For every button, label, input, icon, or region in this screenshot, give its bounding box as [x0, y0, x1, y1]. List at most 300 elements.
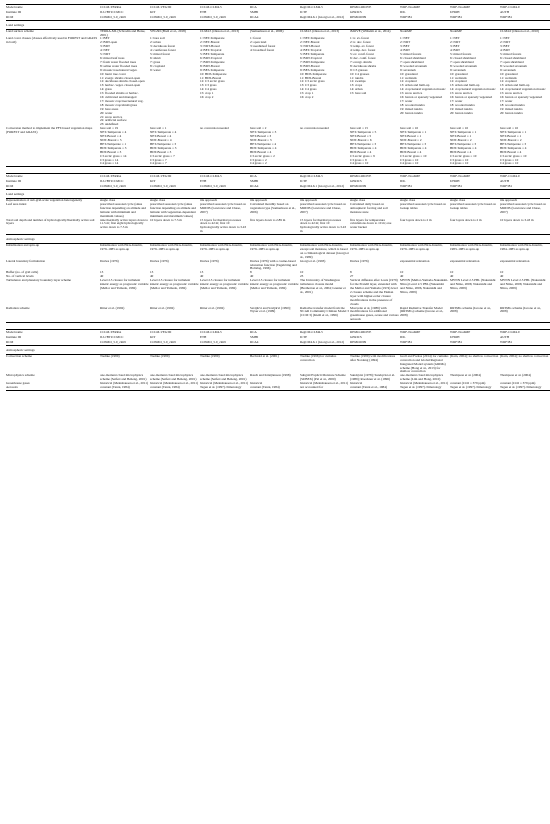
cell-line: 13: urban and built-up: [450, 83, 480, 88]
cell-line: WRF381: [450, 339, 463, 344]
cell-line: COSMO_5.0_clm9: [100, 339, 126, 344]
table-cell: [500, 307, 550, 323]
cell-line: NDT-Boreal = 5: [100, 138, 122, 142]
cell-line: 13: C3 grass: [200, 83, 217, 88]
table-cell: [250, 386, 300, 390]
cell-line: 4: BDT: [450, 48, 460, 53]
cell-line: constant (Tanré, 1984): [250, 385, 280, 390]
cell-line: one-moment cloud microphysics scheme (Seifert and Beheng, 2001): [100, 373, 147, 382]
cell-line: Land settings: [6, 22, 25, 27]
cell-line: 14: crop/natural vegetation mosaic: [450, 87, 496, 92]
cell-line: IDL: [400, 335, 406, 340]
cell-line: Savijärvi and Savijärvi (1990); Wyser et al. (1999): [250, 305, 291, 314]
table-cell: [100, 244, 150, 260]
table-cell: [450, 260, 500, 272]
cell-line: 6: mixed leaf trees: [100, 55, 125, 60]
table-cell: [400, 307, 450, 323]
cell-line: 10 layers down to 3.43 m: [500, 217, 534, 222]
cell-line: BDT-Temperate = 4: [450, 145, 477, 150]
cell-line: RegCM4.6.1 (Giorgi et al., 2012): [300, 184, 345, 189]
cell-line: 9: C3 grasses: [350, 67, 368, 72]
cell-line: 12: deciduous shrubs closed-open: [100, 79, 145, 84]
cell-line: 8: BDT-Boreal: [300, 63, 320, 68]
cell-line: 18: wooded tundra: [450, 102, 475, 107]
table-cell: [200, 244, 250, 260]
cell-line: C4 grass = 10: [400, 161, 419, 166]
cell-line: 14: crop/natural vegetation mosaic: [500, 87, 546, 92]
cell-line: SMHI: [250, 179, 259, 184]
cell-line: 8: wooded savannah: [450, 63, 477, 68]
cell-line: 19: mixed tundra: [400, 106, 423, 111]
cell-line: 8: [350, 270, 352, 275]
cell-line: Convection scheme: [6, 353, 32, 358]
cell-line: 5: mixed forests: [450, 52, 472, 57]
section-atmospheric-settings: [6, 345, 550, 354]
table-row: [6, 219, 550, 235]
cell-line: prescribed seasonal cycle (sinus function depending on altitude and latitude with vegetation-dependent minimum and maximum values): [150, 201, 196, 218]
table-gap: [6, 167, 550, 174]
table-cell: [150, 260, 200, 272]
model-settings-table: [6, 4, 550, 391]
cell-line: WRF381: [450, 184, 463, 189]
table-cell: [250, 219, 300, 235]
cell-line: 19: bare areas: [100, 106, 119, 111]
cell-line: 16: barren or sparsely vegetated: [400, 95, 443, 100]
cell-line: 2: NET-Boreal: [300, 40, 320, 45]
cell-line: constant (Tanré, 1984): [100, 385, 130, 390]
cell-line: 14: grass: [100, 87, 112, 92]
cell-line: 23: [300, 274, 304, 279]
table-cell: [500, 37, 550, 127]
cell-line: C3 grass = 2: [250, 157, 267, 162]
cell-line: BET-Temperate = 1: [100, 141, 127, 146]
cell-line: (Kain, 2004); no shallow convection: [450, 353, 499, 358]
cell-line: 10: grassland: [500, 71, 518, 76]
cell-line: RCA: [250, 174, 257, 179]
cell-line: BET-Temperate = 4: [250, 141, 277, 146]
cell-line: single class: [400, 197, 416, 202]
cell-line: KIT: [150, 335, 156, 340]
cell-line: Tegen et al. (1997) climatology: [400, 385, 442, 390]
table-cell: [400, 127, 450, 167]
cell-line: tile approach: [200, 197, 218, 202]
table-cell: [300, 203, 350, 219]
cell-line: four layers down to 2 m: [450, 217, 482, 222]
cell-line: single class: [450, 197, 466, 202]
table-cell: [150, 219, 200, 235]
row-label: [6, 386, 100, 390]
table-cell: [200, 127, 250, 167]
table-row: [6, 279, 550, 306]
cell-line: 10: grassland: [400, 71, 418, 76]
cell-line: 15: snow and ice: [450, 91, 473, 96]
cell-line: Level 2.5 closure for turbulent kinetic energy as prognostic variable (Mellor and Yamada, 1982): [200, 278, 249, 290]
cell-line: NET-Boreal = 4: [150, 134, 172, 139]
cell-line: C3 arctic grass = 2: [250, 153, 275, 158]
cell-line: RRTMG scheme (Iacono et al., 2008): [500, 305, 542, 314]
cell-line: Calculated daily based on atmospheric forcing and soil moisture state: [350, 201, 388, 214]
cell-line: 14: urban: [350, 87, 363, 92]
table-cell: [300, 340, 350, 345]
cell-line: Greenhouse gases: [6, 381, 30, 386]
cell-line: ETH: [200, 335, 207, 340]
cell-line: not accounted for: [300, 385, 324, 390]
cell-line: 1: NET-Temperate: [300, 36, 325, 41]
cell-line: COSMO_5.0_clm9: [100, 184, 126, 189]
table-cell: [350, 127, 400, 167]
cell-line: one-moment cloud microphysics scheme (Lim and Hong, 2010): [400, 373, 444, 382]
cell-line: Turbulence and planetary boundary layer scheme: [6, 278, 71, 283]
cell-line: 15: flooded shrubs or herbac.: [100, 91, 139, 96]
cell-line: 40: [100, 274, 104, 279]
table-cell: [250, 244, 300, 260]
cell-line: 8: [250, 270, 252, 275]
cell-line: 12: swamps: [350, 79, 366, 84]
table-cell: [300, 244, 350, 260]
cell-line: WRF-NoahMP: [450, 5, 471, 9]
row-label: [6, 244, 100, 260]
cell-line: GERICS: [350, 9, 362, 14]
cell-line: bare soil = 16: [450, 126, 469, 131]
table-cell: [350, 307, 400, 323]
cell-line: Lateral boundary formulation: [6, 258, 45, 263]
cell-line: 13: urban and built-up: [500, 83, 530, 88]
table-cell: [250, 37, 300, 127]
cell-line: BDT-Boreal = 4: [350, 149, 372, 154]
cell-line: bare soil = 2: [250, 126, 267, 131]
cell-line: Tiedtke (1989) with modifications after Nordeng (1994): [350, 353, 396, 362]
cell-line: five layers for temperature calculations down to 10 m; one water bucket: [350, 217, 392, 230]
cell-line: 12: C3 arctic grass: [300, 79, 325, 84]
cell-line: MYNN Level 2.5 PBL (Nakanishi and Niino, 2006; Nakanishi and Niino, 2009): [500, 278, 546, 290]
cell-line: RegCM-CLM4.5: [300, 5, 323, 9]
cell-line: Land settings: [6, 192, 25, 197]
cell-line: C3 arctic grass = 14: [100, 153, 127, 158]
cell-line: 11: wetlands: [400, 75, 417, 80]
cell-line: single class: [350, 197, 366, 202]
cell-line: WRF381: [500, 339, 513, 344]
cell-line: NET-Boreal = 5: [350, 134, 372, 139]
cell-line: 20: barren tundra: [450, 110, 473, 115]
row-label: [6, 219, 100, 235]
cell-line: Radiative transfer model from the NCAR Community Climate Model 3 (CCM 3) (Kiehl et al., 1996): [300, 305, 349, 318]
cell-line: WRF-NoahMP: [400, 174, 421, 179]
cell-line: BDT-Boreal = 4: [250, 149, 272, 154]
cell-line: no conversion needed: [200, 126, 229, 131]
table-cell: [300, 354, 350, 374]
cell-line: 9: mosaic tree/natural veget.: [100, 67, 138, 72]
cell-line: CCLM-CLM4.5: [200, 330, 222, 335]
cell-line: 14: C4 grass: [200, 87, 217, 92]
cell-line: 16: crop 2: [300, 95, 314, 100]
cell-line: WRF-NoahMP: [400, 330, 421, 335]
cell-line: IDL: [400, 9, 406, 14]
section-heading: [6, 190, 550, 199]
table-cell: [450, 203, 500, 219]
cell-line: 1: NET: [500, 36, 510, 41]
row-label: [6, 127, 100, 167]
cell-line: Tegen et al. (1997) climatology: [200, 385, 242, 390]
cell-line: UHOH: [450, 335, 460, 340]
cell-line: 10: [300, 270, 304, 275]
cell-line: 6: closed shrubland: [400, 55, 426, 60]
gap-cell: [6, 323, 550, 330]
table-cell: [500, 127, 550, 167]
cell-line: BET-Temperate = 3: [450, 141, 477, 146]
cell-line: C3 arctic grass = 10: [450, 153, 477, 158]
cell-line: COSMO_5.0_clm9: [150, 339, 176, 344]
cell-line: BDT-Temperate = 4: [400, 145, 427, 150]
cell-line: AUTH: [500, 335, 510, 340]
cell-line: No. of vertical levels: [6, 274, 34, 279]
cell-line: CLM4.5 (Oleson et al., 2013): [300, 28, 340, 33]
cell-line: 15: bare soil: [350, 91, 367, 96]
cell-line: Ritter et al. (1992): [150, 305, 175, 310]
cell-line: Vertical diffusion after Louis (1979) for the Prandtl layer, extended with the Mellor and Yamada (1974) level 2 closure scheme and the Ekman layer with higher-order closure modifications in the presence of clouds: [350, 278, 398, 306]
cell-line: RCM: [6, 14, 14, 19]
cell-line: Model name: [6, 174, 23, 179]
cell-line: NET-Temperate = 1: [400, 130, 427, 135]
cell-line: NET-Temperate = 1: [500, 130, 527, 135]
table-cell: [400, 279, 450, 306]
table-cell: [150, 37, 200, 127]
cell-line: 2: NET-Boreal: [200, 40, 220, 45]
row-label: [6, 354, 100, 374]
cell-line: REMO2009: [350, 339, 367, 344]
cell-line: Level 2.5 closure for turbulent kinetic energy as prognostic variable (Mellor and Yamada, 1982): [100, 278, 149, 290]
table-cell: [100, 279, 150, 306]
cell-line: WRF381: [400, 14, 413, 19]
cell-line: ICTP: [300, 179, 308, 184]
cell-line: BDT-Boreal = 4: [500, 149, 522, 154]
cell-line: CCLM-VEG3D: [150, 5, 172, 9]
cell-line: 10: [500, 270, 504, 275]
table-cell: [350, 219, 400, 235]
cell-line: 10: grassland: [450, 71, 468, 76]
cell-line: bare soil = 15: [350, 126, 369, 131]
cell-line: C3 arctic grass = 10: [500, 153, 527, 158]
table-cell: [200, 354, 250, 374]
table-cell: [400, 219, 450, 235]
cell-line: 15: crop 1: [200, 91, 214, 96]
cell-line: Ritter et al. (1992): [100, 305, 125, 310]
cell-line: COSMO_5.0_clm9: [150, 14, 176, 19]
cell-line: one-moment cloud microphysics scheme (Seifert and Beheng, 2001): [150, 373, 197, 382]
cell-line: ICTP: [300, 335, 308, 340]
cell-line: 16: barren or sparsely vegetated: [500, 95, 543, 100]
table-cell: [100, 37, 150, 127]
table-cell: [500, 279, 550, 306]
cell-line: Level 2.5 closure for turbulent kinetic energy as prognostic variable (Mellor and Yamada, 1982): [150, 278, 199, 290]
table-cell: [100, 307, 150, 323]
cell-line: Level 2.5 closure for turbulent kinetic energy as prognostic variable (Mellor and Yamada, 1982): [250, 278, 299, 290]
cell-line: CLM4.5 (Oleson et al., 2013): [200, 28, 240, 33]
table-cell: [150, 386, 200, 390]
table-cell: [100, 219, 150, 235]
cell-line: COSMO_5.0_clm9: [100, 14, 126, 19]
cell-line: Tegen et al. (1997) climatology: [450, 385, 492, 390]
cell-line: NET-Boreal = 1: [400, 134, 422, 139]
table-cell: [300, 260, 350, 272]
cell-line: (Kain, 2004); no shallow convection: [500, 353, 549, 358]
table-cell: [150, 127, 200, 167]
cell-line: 10: [400, 270, 404, 275]
table-row: [6, 127, 550, 167]
table-cell: [250, 279, 300, 306]
table-cell: [150, 354, 200, 374]
table-cell: [500, 386, 550, 390]
cell-line: Buffer (no. of grid cells): [6, 270, 39, 275]
cell-line: 2: NDT: [450, 40, 461, 45]
cell-line: 6: BDT-Tropical: [200, 55, 222, 60]
row-label: [6, 203, 100, 219]
cell-line: 15: snow and ice: [500, 91, 523, 96]
cell-line: NoahMP: [400, 28, 412, 33]
cell-line: REMO-iMOVE: [350, 174, 372, 179]
cell-line: RRTMG scheme (Iacono et al., 2008): [450, 305, 492, 314]
cell-line: CCLM-TERRA: [100, 330, 122, 335]
cell-line: 3: deciduous forest: [150, 44, 176, 49]
cell-line: WRF-NoahMP: [400, 5, 421, 9]
cell-line: 7: open shrubland: [450, 59, 474, 64]
cell-line: Initialization and spin-up: [6, 243, 40, 248]
cell-line: C3 grass = 14: [100, 157, 119, 162]
cell-line: 9: water: [150, 67, 161, 72]
cell-line: NoahMP: [450, 28, 462, 33]
cell-line: RCA: [250, 5, 257, 9]
table-cell: [100, 386, 150, 390]
cell-line: NET-Temperate = 4: [150, 130, 177, 135]
section-heading: [6, 345, 550, 354]
cell-line: C3 arctic grass = 9: [350, 153, 375, 158]
cell-line: 6: dec. conif. forest: [350, 55, 376, 60]
cell-line: The University of Washington turbulence closure model (Bretherton et al., 2004; Grenier et al., 2001): [300, 278, 346, 294]
cell-line: AUTH: [500, 9, 510, 14]
cell-line: NDT-Boreal = 4: [150, 138, 172, 142]
cell-line: WRF381: [500, 14, 513, 19]
cell-line: Institute ID: [6, 179, 22, 184]
cell-line: constant (CO2 = 379 ppm): [450, 381, 486, 386]
cell-line: Institute ID: [6, 335, 22, 340]
cell-line: 1: forest: [250, 36, 261, 41]
cell-line: Initialization with ERA-Interim, 1979–1985 as spin-up: [250, 243, 293, 251]
table-cell: [400, 244, 450, 260]
cell-line: 11: evergr. shrubs closed-open: [100, 75, 141, 80]
cell-line: CCLM-VEG3D: [150, 330, 172, 335]
cell-line: 40: [400, 274, 404, 279]
cell-line: RCA4: [250, 339, 259, 344]
table-cell: [350, 203, 400, 219]
cell-line: historical (Meinshausen et al., 2011): [300, 381, 349, 386]
cell-line: Davies (1976): [350, 258, 369, 263]
cell-line: NDT-Boreal = 2: [400, 138, 422, 142]
cell-line: BDT-Temperate = 3: [100, 145, 127, 150]
cell-line: Grell and Freitas (2014) for cumulus convection and Global/Regional Integrated Model system (GRIMs) scheme (Hong et al., 2013) for shallow convection: [400, 353, 449, 374]
table-cell: [350, 244, 400, 260]
cell-line: CLM4.0 (Oleson et al., 2010): [500, 28, 540, 33]
table-cell: [500, 219, 550, 235]
cell-line: BDT-Temperate = 3: [150, 145, 177, 150]
table-cell: [250, 354, 300, 374]
cell-line: REMO2009: [350, 184, 367, 189]
cell-line: 7: evergr. shrubs: [350, 59, 372, 64]
cell-line: 1: NET: [450, 36, 460, 41]
section-land-settings: [6, 190, 550, 199]
table-body: [6, 5, 550, 391]
cell-line: WRF-CLM4.0: [500, 174, 520, 179]
cell-line: Representation of sub-grid-scale vegetation heterogeneity: [6, 197, 83, 202]
cell-line: REMO-iMOVE: [350, 5, 372, 9]
table-cell: [450, 279, 500, 306]
cell-line: historical: [250, 381, 263, 386]
cell-line: Initialization with ERA-Interim, 1979–1985 as spin-up: [150, 243, 193, 251]
row-label: [6, 279, 100, 306]
cell-line: 1: bare soil: [150, 36, 165, 41]
cell-line: 7: grass: [150, 59, 161, 64]
cell-line: 2: BDT-open: [100, 40, 118, 45]
cell-line: 13: herbac. veget. closed-open: [100, 83, 141, 88]
table-cell: [350, 37, 400, 127]
cell-line: WRF-NoahMP: [450, 330, 471, 335]
cell-line: 5: mixed forests: [500, 52, 522, 57]
cell-line: 11: BDS-Boreal: [300, 75, 322, 80]
cell-line: 20: barren tundra: [500, 110, 523, 115]
cell-line: 19: mixed tundra: [500, 106, 523, 111]
cell-line: historical (Meinshausen et al., 2011): [150, 381, 199, 386]
cell-line: Initialization with ERA-Interim, 1979–1985 as spin-up: [200, 243, 243, 251]
cell-line: ICTP: [300, 9, 308, 14]
cell-line: KIT: [150, 9, 156, 14]
table-row: [6, 386, 550, 390]
cell-line: 11: wetlands: [500, 75, 517, 80]
cell-line: 18: mosaic crop/shrub/grass: [100, 102, 137, 107]
cell-line: 1: BET: [100, 36, 110, 41]
cell-line: Davies (1976): [200, 258, 219, 263]
cell-line: Thompson et al. (2004): [450, 373, 481, 378]
cell-line: prescribed seasonal cycle based on MODIS (Lawrence and Chase, 2007): [300, 201, 346, 214]
cell-line: 12: cropland: [450, 79, 467, 84]
cell-line: 13: crops: [350, 83, 363, 88]
table-row: [6, 307, 550, 323]
cell-line: Rasch and Kristjánsson (1998): [250, 373, 291, 378]
cell-line: 17: water: [400, 98, 413, 103]
cell-line: JLU/BTU/CMCC: [100, 9, 124, 14]
cell-line: C3 arctic grass = 10: [400, 153, 427, 158]
cell-line: ETH: [200, 9, 207, 14]
cell-line: Microphysics scheme: [6, 373, 35, 378]
cell-line: RCA4: [250, 14, 259, 19]
cell-line: Thompson et al. (2004): [500, 373, 531, 378]
cell-line: COSMO_5.0_clm9: [200, 339, 226, 344]
cell-line: RCM: [6, 184, 14, 189]
cell-line: 7: fresh water flooded trees: [100, 59, 137, 64]
table-cell: [450, 37, 500, 127]
cell-line: BDT-Boreal = 3: [100, 149, 122, 154]
cell-line: 9: savannah: [500, 67, 516, 72]
table-cell: [450, 307, 500, 323]
cell-line: BDT-Boreal = 3: [150, 149, 172, 154]
table-cell: [400, 37, 450, 127]
table-cell: [100, 260, 150, 272]
cell-line: RegCM4.6.1 (Giorgi et al., 2012): [300, 14, 345, 19]
table-row: [6, 203, 550, 219]
table-gap: [6, 323, 550, 330]
cell-line: 10: BDS-Temperate: [200, 71, 227, 76]
cell-line: Tiedtke (1989): [200, 353, 220, 358]
cell-line: CCLM-CLM4.5: [200, 5, 222, 9]
cell-line: prescribed seasonal cycle based on MODIS (Lawrence and Chase, 2007): [500, 201, 546, 214]
table-cell: [150, 203, 200, 219]
